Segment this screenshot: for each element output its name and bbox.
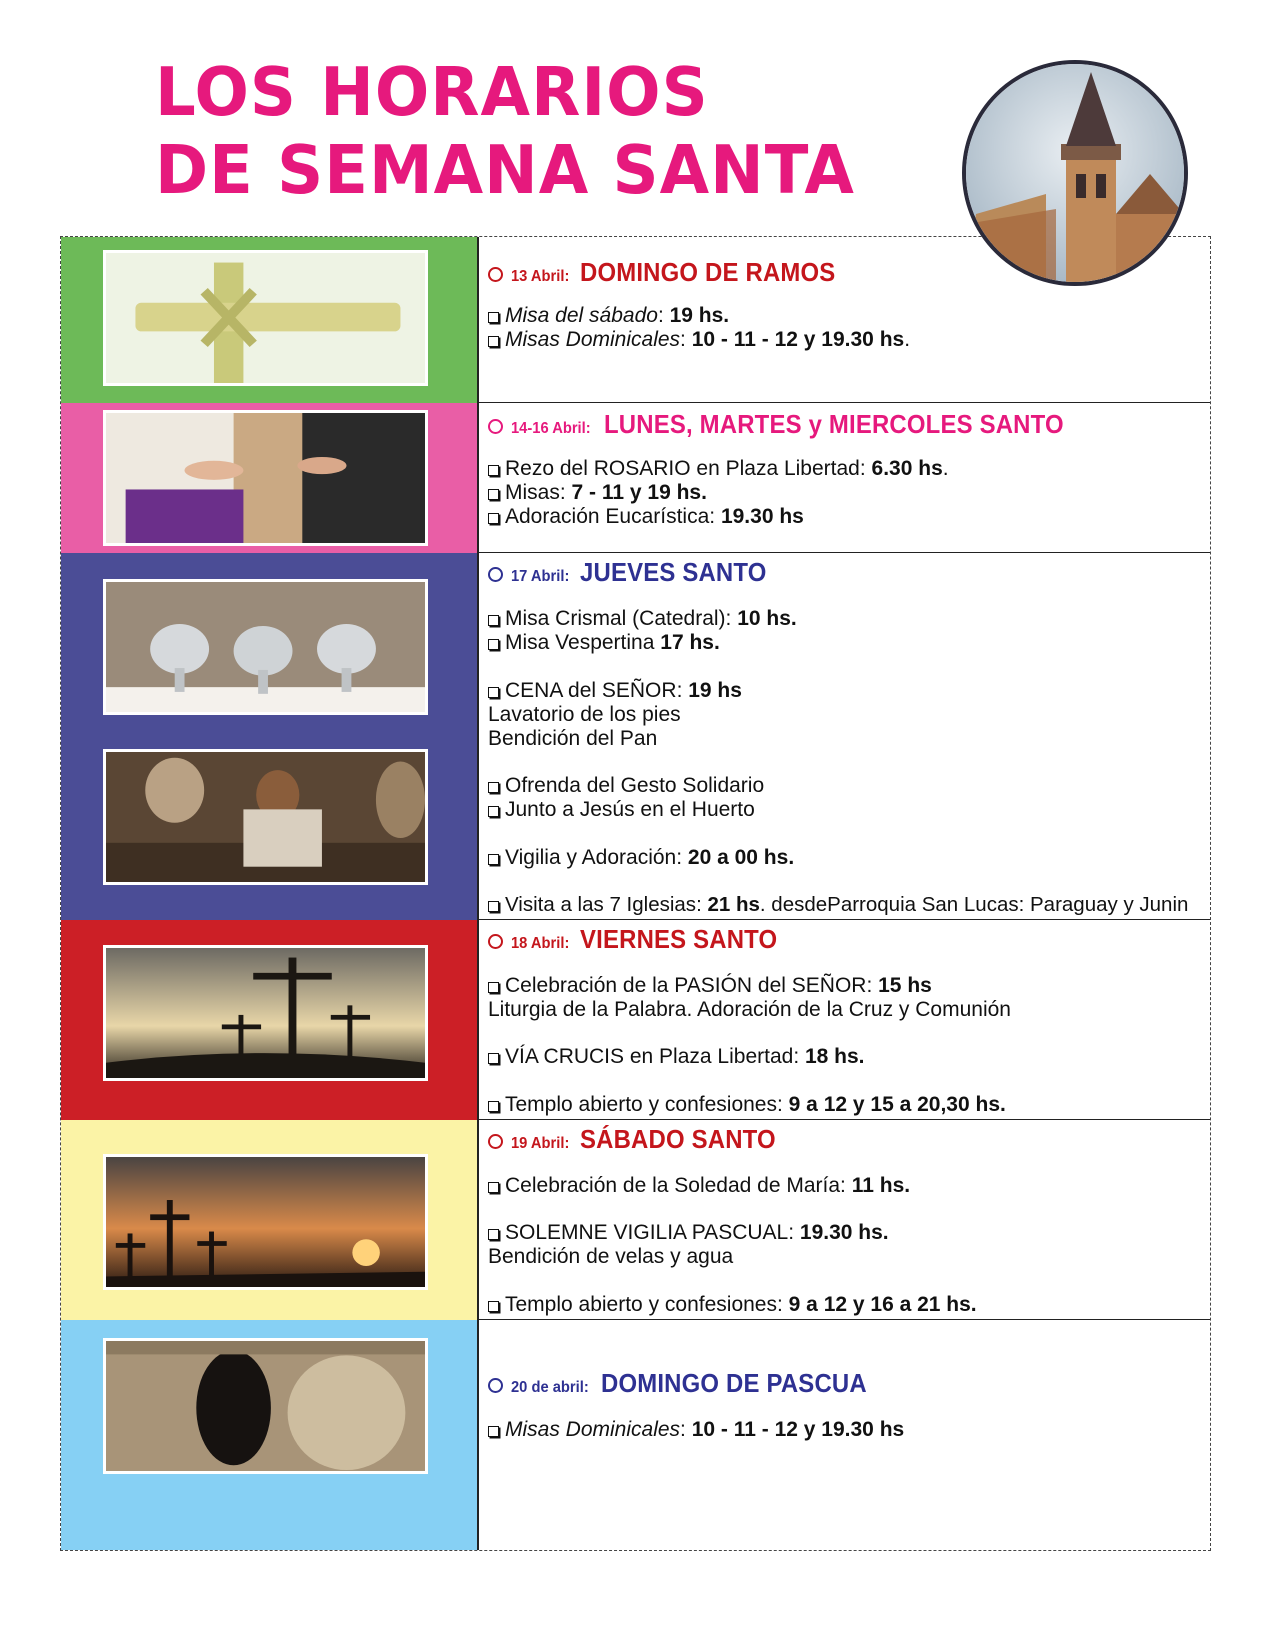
page-title (155, 54, 855, 209)
item-label: Misa del sábado (505, 304, 658, 327)
row-color-panel (61, 403, 477, 553)
item-label: Visita a las 7 Iglesias (505, 893, 697, 916)
item-value: 17 hs. (660, 631, 720, 654)
row-content (477, 1120, 1210, 1320)
item-value: 10 - 11 - 12 y 19.30 hs (691, 328, 905, 351)
day-title: DOMINGO DE RAMOS (580, 257, 836, 287)
item-label: Misa Crismal (Catedral) (505, 607, 726, 630)
row-content (477, 920, 1210, 1120)
row-color-panel (61, 920, 477, 1120)
circle-bullet-icon (488, 1134, 503, 1149)
day-heading (488, 409, 1103, 440)
confession-photo (103, 410, 428, 546)
item-value: 7 - 11 y 19 hs. (571, 481, 707, 504)
schedule-note: Bendición del Pan (488, 727, 658, 750)
day-heading (488, 924, 795, 955)
schedule-item (488, 774, 764, 798)
empty-tomb-photo (103, 1338, 428, 1474)
item-value: 21 hs (707, 893, 760, 916)
crucifixion-photo (103, 945, 428, 1081)
schedule-item (488, 798, 755, 822)
day-heading (488, 557, 783, 588)
item-value: 15 hs (878, 974, 932, 997)
schedule-item (488, 631, 720, 655)
day-date: 19 Abril: (511, 1135, 570, 1152)
day-date: 20 de abril: (511, 1379, 589, 1396)
item-value: 9 a 12 y 15 a 20,30 hs. (788, 1093, 1006, 1116)
schedule-item: Vigilia y Adoración: 20 a 00 hs. (488, 846, 794, 870)
item-value: 9 a 12 y 16 a 21 hs. (788, 1293, 977, 1316)
schedule-item: Misas Dominicales: 10 - 11 - 12 y 19.30 hs (488, 1418, 904, 1442)
day-date: 14-16 Abril: (511, 420, 591, 437)
day-row-lunes-martes-miercoles (61, 403, 1210, 553)
schedule-item: CENA del SEÑOR: 19 hs (488, 679, 742, 703)
row-content (477, 553, 1210, 920)
title-line-2: DE SEMANA SANTA (155, 132, 855, 210)
checkbox-bullet-icon (488, 687, 499, 698)
checkbox-bullet-icon (488, 336, 499, 347)
row-color-panel (61, 237, 477, 403)
item-value: 18 hs. (804, 1045, 865, 1068)
item-text: Ofrenda del Gesto Solidario (505, 774, 765, 797)
schedule-note: Bendición de velas y agua (488, 1245, 734, 1268)
day-date: 18 Abril: (511, 935, 570, 952)
palm-cross-photo (103, 250, 428, 386)
item-label: SOLEMNE VIGILIA PASCUAL (505, 1221, 789, 1244)
schedule-item: VÍA CRUCIS en Plaza Libertad: 18 hs. (488, 1045, 865, 1069)
circle-bullet-icon (488, 934, 503, 949)
day-heading (488, 1124, 793, 1155)
schedule-item: Misa Crismal (Catedral): 10 hs. (488, 607, 797, 631)
item-label: Adoración Eucarística (505, 505, 710, 528)
day-date: 13 Abril: (511, 268, 570, 285)
item-text: Junto a Jesús en el Huerto (505, 798, 755, 821)
checkbox-bullet-icon (488, 489, 499, 500)
item-value: 19 hs. (669, 304, 730, 327)
church-emblem-image (962, 60, 1188, 286)
checkbox-bullet-icon (488, 1301, 499, 1312)
title-line-1: LOS HORARIOS (155, 54, 709, 132)
schedule-item: Templo abierto y confesiones: 9 a 12 y 16 a 21 hs. (488, 1293, 977, 1317)
day-title: VIERNES SANTO (580, 924, 778, 954)
item-label: Vigilia y Adoración (505, 846, 677, 869)
item-label: Misa Vespertina (505, 631, 655, 654)
item-value: 19.30 hs (720, 505, 804, 528)
checkbox-bullet-icon (488, 806, 499, 817)
day-row-jueves-santo (61, 553, 1210, 920)
day-title: DOMINGO DE PASCUA (601, 1368, 868, 1398)
checkbox-bullet-icon (488, 1182, 499, 1193)
day-date: 17 Abril: (511, 568, 570, 585)
item-label: Misas Dominicales (505, 1418, 681, 1441)
checkbox-bullet-icon (488, 513, 499, 524)
schedule-item: Celebración de la Soledad de María: 11 hs. (488, 1174, 910, 1198)
checkbox-bullet-icon (488, 782, 499, 793)
schedule-item: Templo abierto y confesiones: 9 a 12 y 15 a 20,30 hs. (488, 1093, 1006, 1117)
chalices-photo (103, 579, 428, 715)
item-label: CENA del SEÑOR (505, 679, 677, 702)
day-row-viernes-santo (61, 920, 1210, 1120)
checkbox-bullet-icon (488, 615, 499, 626)
checkbox-bullet-icon (488, 1101, 499, 1112)
crosses-sunset-photo (103, 1154, 428, 1290)
item-label: Misas Dominicales (505, 328, 681, 351)
day-row-sabado-santo (61, 1120, 1210, 1320)
circle-bullet-icon (488, 419, 503, 434)
checkbox-bullet-icon (488, 1229, 499, 1240)
checkbox-bullet-icon (488, 312, 499, 323)
day-title: LUNES, MARTES y MIERCOLES SANTO (603, 409, 1064, 439)
schedule-item: Visita a las 7 Iglesias: 21 hs. desdeParroquia San Lucas: Paraguay y Junin (488, 893, 1188, 917)
schedule-item: Misa del sábado: 19 hs. (488, 304, 729, 328)
schedule-item: Rezo del ROSARIO en Plaza Libertad: 6.30 hs. (488, 457, 949, 481)
schedule-item: Misas: 7 - 11 y 19 hs. (488, 481, 707, 505)
item-label: Misas (505, 481, 560, 504)
item-suffix: desdeParroquia San Lucas: Paraguay y Junin (771, 893, 1189, 916)
item-label: Celebración de la Soledad de María (505, 1174, 841, 1197)
item-value: 6.30 hs (871, 457, 943, 480)
checkbox-bullet-icon (488, 639, 499, 650)
row-content (477, 1320, 1210, 1550)
last-supper-photo (103, 749, 428, 885)
item-label: Rezo del ROSARIO en Plaza Libertad (505, 457, 860, 480)
item-value: 20 a 00 hs. (687, 846, 795, 869)
item-label: VÍA CRUCIS en Plaza Libertad (505, 1045, 794, 1068)
checkbox-bullet-icon (488, 982, 499, 993)
item-value: 19.30 hs. (799, 1221, 889, 1244)
item-label: Celebración de la PASIÓN del SEÑOR (505, 974, 867, 997)
checkbox-bullet-icon (488, 465, 499, 476)
schedule-note: Lavatorio de los pies (488, 703, 681, 726)
day-title: SÁBADO SANTO (580, 1124, 777, 1154)
row-color-panel (61, 1320, 477, 1550)
item-value: 11 hs. (851, 1174, 911, 1197)
item-value: 10 - 11 - 12 y 19.30 hs (691, 1418, 905, 1441)
item-value: 10 hs. (737, 607, 797, 630)
day-title: JUEVES SANTO (580, 557, 767, 587)
checkbox-bullet-icon (488, 1053, 499, 1064)
circle-bullet-icon (488, 1378, 503, 1393)
day-heading (488, 257, 858, 288)
checkbox-bullet-icon (488, 901, 499, 912)
item-value: 19 hs (688, 679, 742, 702)
schedule-item: Celebración de la PASIÓN del SEÑOR: 15 hs (488, 974, 932, 998)
row-color-panel (61, 553, 477, 920)
row-content (477, 403, 1210, 553)
item-label: Templo abierto y confesiones (505, 1093, 777, 1116)
schedule-item: Adoración Eucarística: 19.30 hs (488, 505, 804, 529)
schedule-table (60, 236, 1211, 1551)
circle-bullet-icon (488, 267, 503, 282)
circle-bullet-icon (488, 567, 503, 582)
schedule-note: Liturgia de la Palabra. Adoración de la Cruz y Comunión (488, 998, 1011, 1021)
row-color-panel (61, 1120, 477, 1320)
schedule-item: Misas Dominicales: 10 - 11 - 12 y 19.30 hs. (488, 328, 910, 352)
day-heading (488, 1368, 890, 1399)
schedule-item: SOLEMNE VIGILIA PASCUAL: 19.30 hs. (488, 1221, 889, 1245)
checkbox-bullet-icon (488, 1426, 499, 1437)
checkbox-bullet-icon (488, 854, 499, 865)
item-label: Templo abierto y confesiones (505, 1293, 777, 1316)
day-row-domingo-de-pascua (61, 1320, 1210, 1550)
